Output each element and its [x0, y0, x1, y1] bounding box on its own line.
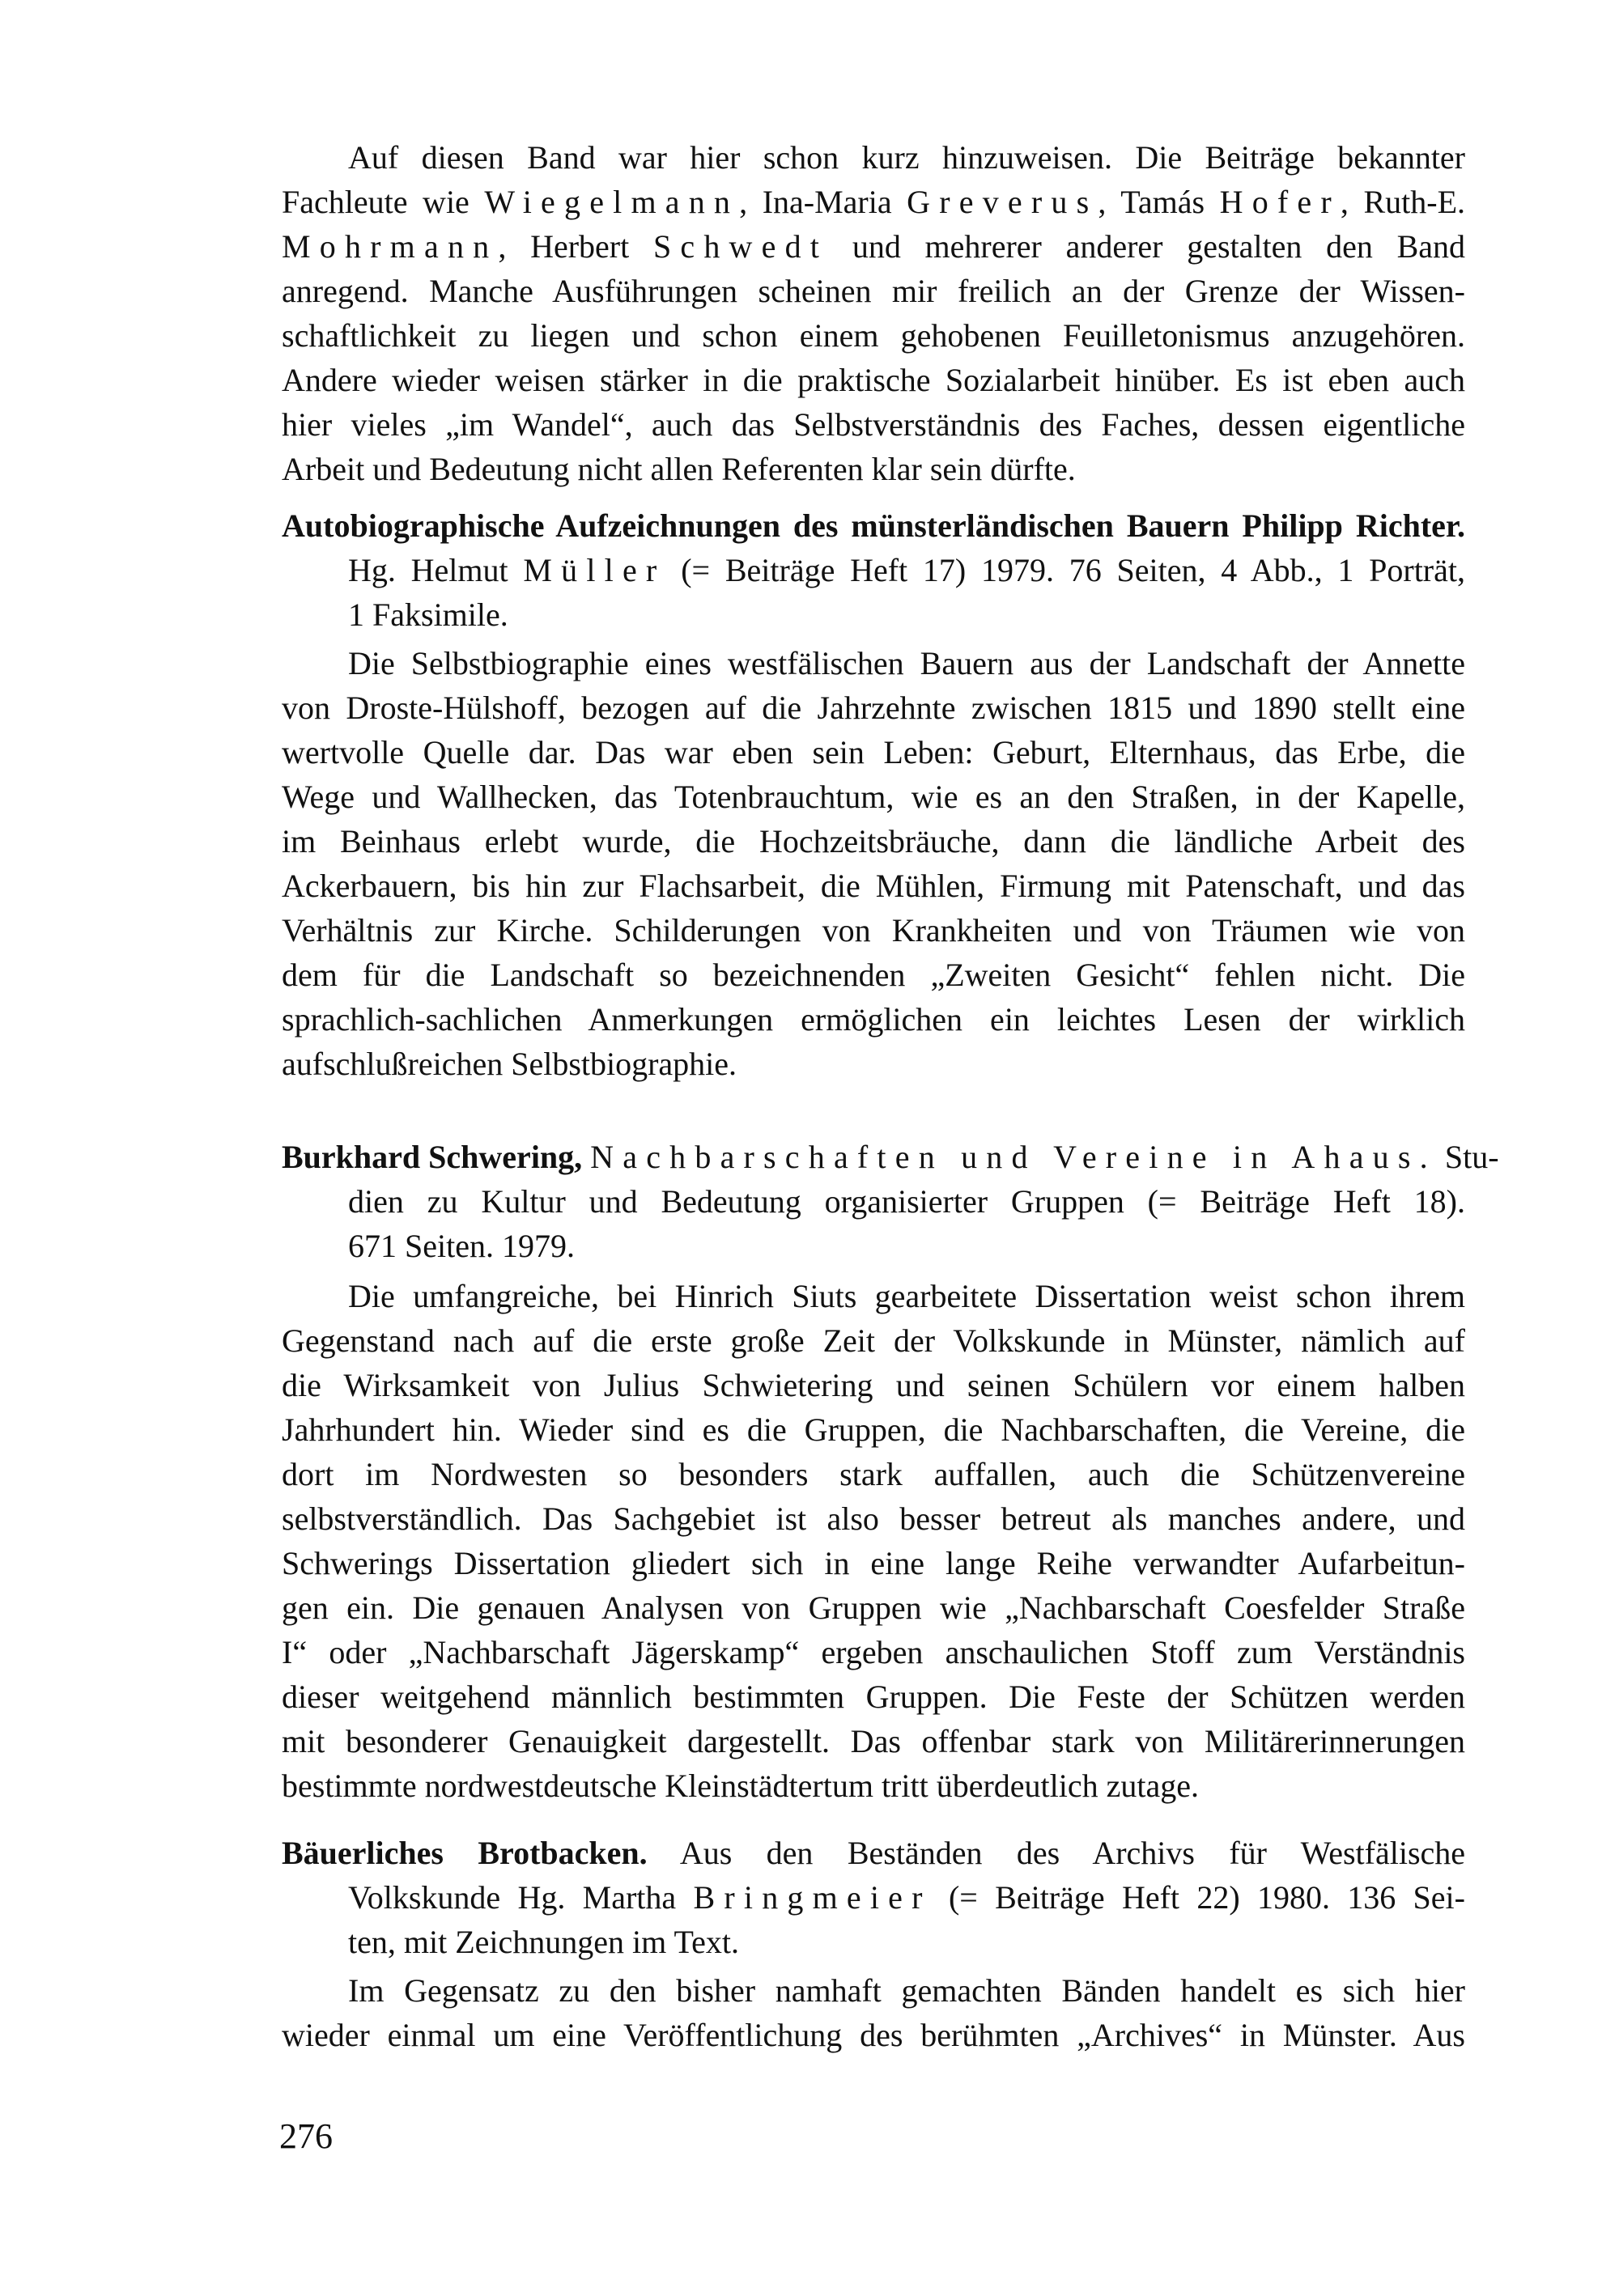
text-run: , Herbert: [498, 228, 653, 265]
spaced-name: Müller: [523, 552, 666, 588]
text-line: Gegenstand nach auf die erste große Zeit der Volkskunde in Münster, nämlich auf: [282, 1322, 1465, 1359]
text-line: selbstverständlich. Das Sachgebiet ist also besser betreut als manches andere, und: [282, 1500, 1465, 1537]
text-run: Hg. Helmut: [348, 552, 524, 588]
text-run: (= Beiträge Heft 17) 1979. 76 Seiten, 4 Abb., 1 Porträt,: [665, 552, 1465, 588]
spaced-name: Bringmeier: [693, 1879, 932, 1916]
text-run: Volkskunde Hg. Martha: [348, 1879, 694, 1916]
text-run: , Ruth-E.: [1340, 184, 1465, 220]
entry-citation-line: 671 Seiten. 1979.: [348, 1228, 575, 1264]
entry-title-tail: Stu-: [1444, 1139, 1499, 1175]
text-run: (= Beiträge Heft 22) 1980. 136 Sei-: [931, 1879, 1465, 1916]
text-line: wertvolle Quelle dar. Das war eben sein Leben: Geburt, Elternhaus, das Erbe, die: [282, 734, 1465, 770]
text-line: im Beinhaus erlebt wurde, die Hochzeitsbräuche, dann die ländliche Arbeit des: [282, 823, 1465, 859]
text-line: Verhältnis zur Kirche. Schilderungen von Krankheiten und von Träumen wie von: [282, 912, 1465, 949]
text-run: , Tamás: [1098, 184, 1220, 220]
entry-heading: [282, 1831, 1465, 1875]
entry-citation-line: [348, 1876, 1465, 1920]
entry-citation-line: 1 Faksimile.: [348, 596, 508, 633]
text-line: schaftlichkeit zu liegen und schon einem gehobenen Feuilletonismus anzugehören.: [282, 317, 1465, 354]
text-line: die Wirksamkeit von Julius Schwietering und seinen Schülern vor einem halben: [282, 1367, 1465, 1403]
text-line: Wege und Wallhecken, das Totenbrauchtum, wie es an den Straßen, in der Kapelle,: [282, 779, 1465, 815]
text-line: wieder einmal um eine Veröffentlichung des berühmten „Archives“ in Münster. Aus: [282, 2017, 1465, 2053]
text-run: , Ina-Maria: [739, 184, 907, 220]
text-line: Im Gegensatz zu den bisher namhaft gemachten Bänden handelt es sich hier: [348, 1972, 1465, 2009]
text-line: bestimmte nordwestdeutsche Kleinstädtertum tritt überdeutlich zutage.: [282, 1768, 1200, 1804]
text-line: gen ein. Die genauen Analysen von Gruppen wie „Nachbarschaft Coesfelder Straße: [282, 1589, 1465, 1626]
entry-title: Nachbarschaften und Vereine in Ahaus.: [590, 1139, 1437, 1175]
text-line: sprachlich-sachlichen Anmerkungen ermöglichen ein leichtes Lesen der wirklich: [282, 1001, 1465, 1038]
text-line: von Droste-Hülshoff, bezogen auf die Jahrzehnte zwischen 1815 und 1890 stellt eine: [282, 690, 1465, 726]
text-line: Ackerbauern, bis hin zur Flachsarbeit, die Mühlen, Firmung mit Patenschaft, und das: [282, 868, 1465, 904]
entry-citation-line: dien zu Kultur und Bedeutung organisierter Gruppen (= Beiträge Heft 18).: [348, 1183, 1465, 1220]
entry-author: Burkhard Schwering,: [282, 1139, 583, 1175]
text-line: dem für die Landschaft so bezeichnenden „Zweiten Gesicht“ fehlen nicht. Die: [282, 957, 1465, 993]
text-line: Die Selbstbiographie eines westfälischen Bauern aus der Landschaft der Annette: [348, 645, 1465, 681]
text-line: mit besonderer Genauigkeit dargestellt. Das offenbar stark von Militärerinnerungen: [282, 1723, 1465, 1759]
entry-title: Bäuerliches Brotbacken.: [282, 1835, 648, 1871]
spaced-name: Wiegelmann: [484, 184, 740, 220]
text-line: I“ oder „Nachbarschaft Jägerskamp“ ergeben anschaulichen Stoff zum Verständnis: [282, 1634, 1465, 1670]
text-line: Schwerings Dissertation gliedert sich in eine lange Reihe verwandter Aufarbeitun-: [282, 1545, 1465, 1581]
spaced-name: Hofer: [1219, 184, 1341, 220]
text-line: Arbeit und Bedeutung nicht allen Referenten klar sein dürfte.: [282, 451, 1076, 487]
text-run: Fachleute wie: [282, 184, 485, 220]
text-line: hier vieles „im Wandel“, auch das Selbstverständnis des Faches, dessen eigentliche: [282, 406, 1465, 443]
entry-heading: [282, 1135, 1499, 1179]
text-line: Die umfangreiche, bei Hinrich Siuts gearbeitete Dissertation weist schon ihrem: [348, 1278, 1465, 1314]
spaced-name: Schwedt: [652, 228, 829, 265]
entry-citation-line: [348, 549, 1465, 592]
spaced-name: Greverus: [907, 184, 1098, 220]
text-line: [282, 225, 1465, 269]
text-line: aufschlußreichen Selbstbiographie.: [282, 1046, 737, 1082]
text-line: [282, 180, 1465, 224]
text-line: dieser weitgehend männlich bestimmten Gruppen. Die Feste der Schützen werden: [282, 1678, 1465, 1715]
text-line: Jahrhundert hin. Wieder sind es die Gruppen, die Nachbarschaften, die Vereine, die: [282, 1411, 1465, 1448]
entry-heading: Autobiographische Aufzeichnungen des münsterländischen Bauern Philipp Richter.: [282, 507, 1465, 544]
text-line: dort im Nordwesten so besonders stark auffallen, auch die Schützenvereine: [282, 1456, 1465, 1492]
entry-source: Aus den Beständen des Archivs für Westfälische: [679, 1835, 1466, 1871]
text-line: Auf diesen Band war hier schon kurz hinzuweisen. Die Beiträge bekannter: [348, 139, 1465, 176]
text-run: und mehrerer anderer gestalten den Band: [828, 228, 1466, 265]
text-line: anregend. Manche Ausführungen scheinen mir freilich an der Grenze der Wissen-: [282, 273, 1465, 309]
spaced-name: Mohrmann: [282, 228, 499, 265]
text-line: Andere wieder weisen stärker in die praktische Sozialarbeit hinüber. Es ist eben auch: [282, 362, 1465, 398]
page-number: 276: [279, 2116, 333, 2156]
entry-citation-line: ten, mit Zeichnungen im Text.: [348, 1924, 740, 1960]
